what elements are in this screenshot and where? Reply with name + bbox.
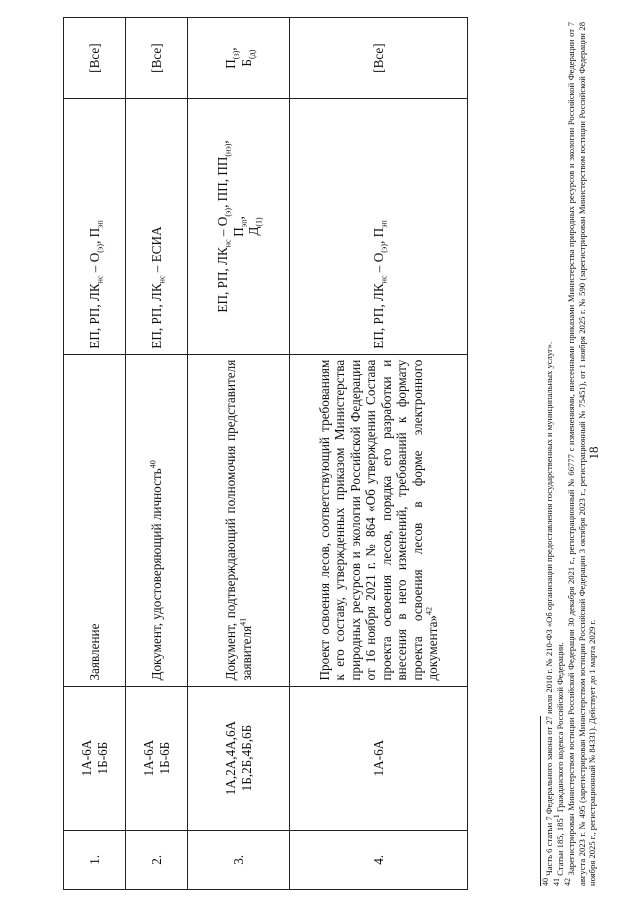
- submission-methods: ЕП, РП, $ЛК_{нс} - О_{(э)}$, $П_{эп}$: [64, 99, 126, 355]
- row-codes: [290, 686, 468, 830]
- submission-methods: ЕП, РП, $ЛК_{нс} - О_{(э)}$, ПП, $ПП_{(нэ)}$, $П_{эп}$, $Д_{(1)}$: [188, 99, 290, 355]
- table-row: [290, 18, 468, 890]
- code-line: 1Б-6Б: [94, 741, 110, 775]
- footnote-separator: [540, 716, 541, 886]
- applicability: $П_{(з)}$, $Б_{(д)}$: [188, 18, 290, 99]
- footnote-42: $^{42}$ Зарегистрирован Министерством юстиции Российской Федерации 30 декабря 2021 г., регистрационный № 66777 с изменениями, внесенными приказами Министерства природных ресурсов и экологии Российской Федерации от 7 августа 2023 г. № 495 (зарегистрирован Министерством юстиции Российской Федерации 3 октября 2023 г., регистрационный № 75451), от 1 ноября 2025 г. № 590 (зарегистрирован Министерством юстиции Российской Федерации 28 ноября 2025 г., регистрационный № 84331). Действует до 1 марта 2029 г.: [563, 22, 598, 886]
- requirements-table: [63, 17, 468, 890]
- code-line: 1А-6А: [79, 739, 94, 777]
- code-line: 1А-6А: [141, 739, 156, 777]
- document-name: Заявление: [64, 354, 126, 686]
- row-codes: [64, 686, 126, 830]
- document-name: Проект освоения лесов, соответствующий требованиям к его составу, утвержденных приказом Министерства природных ресурсов и экологии Российской Федерации от 16 ноября 2021 г. № 864 «Об утверждении Состава проекта освоения лесов, порядка его разработки и внесения в него изменений, требований к формату проекта освоения лесов в форме электронного документа»$^{42}$: [290, 354, 468, 686]
- code-line: 1Б-6Б: [156, 741, 172, 775]
- row-number: 3.: [188, 830, 290, 889]
- footnote-40: $^{40}$ Часть 6 статьи 7 Федерального закона от 27 июля 2010 г. № 210-ФЗ «Об организации предоставления государственных и муниципальных услуг».: [541, 341, 554, 886]
- row-codes: [126, 686, 188, 830]
- row-number: 1.: [64, 830, 126, 889]
- applicability: [Все]: [64, 18, 126, 99]
- row-codes: [188, 686, 290, 830]
- rotated-page-content: [63, 17, 598, 890]
- page-number: 18: [586, 446, 601, 460]
- code-line: 1А-6А: [370, 739, 386, 777]
- submission-methods: ЕП, РП, $ЛК_{нс} - О_{(э)}$, $П_{эп}$: [290, 99, 468, 355]
- row-number: 2.: [126, 830, 188, 889]
- row-number: 4.: [290, 830, 468, 889]
- applicability: [Все]: [290, 18, 468, 99]
- table-row: [188, 18, 290, 890]
- applicability: [Все]: [126, 18, 188, 99]
- document-name: Документ, удостоверяющий личность$^{40}$: [126, 354, 188, 686]
- table-row: [126, 18, 188, 890]
- submission-methods: ЕП, РП, $ЛК_{нс}$ – ЕСИА: [126, 99, 188, 355]
- code-line: 1Б,2Б,4Б,6Б: [238, 724, 254, 792]
- document-name: Документ, подтверждающий полномочия представителя заявителя$^{41}$: [188, 354, 290, 686]
- table-row: [64, 18, 126, 890]
- code-line: 1А,2А,4А,6А: [223, 720, 238, 796]
- footnote-41: $^{41}$ Статьи 185, $185^1$ Гражданского кодекса Российской Федерации.: [552, 642, 565, 886]
